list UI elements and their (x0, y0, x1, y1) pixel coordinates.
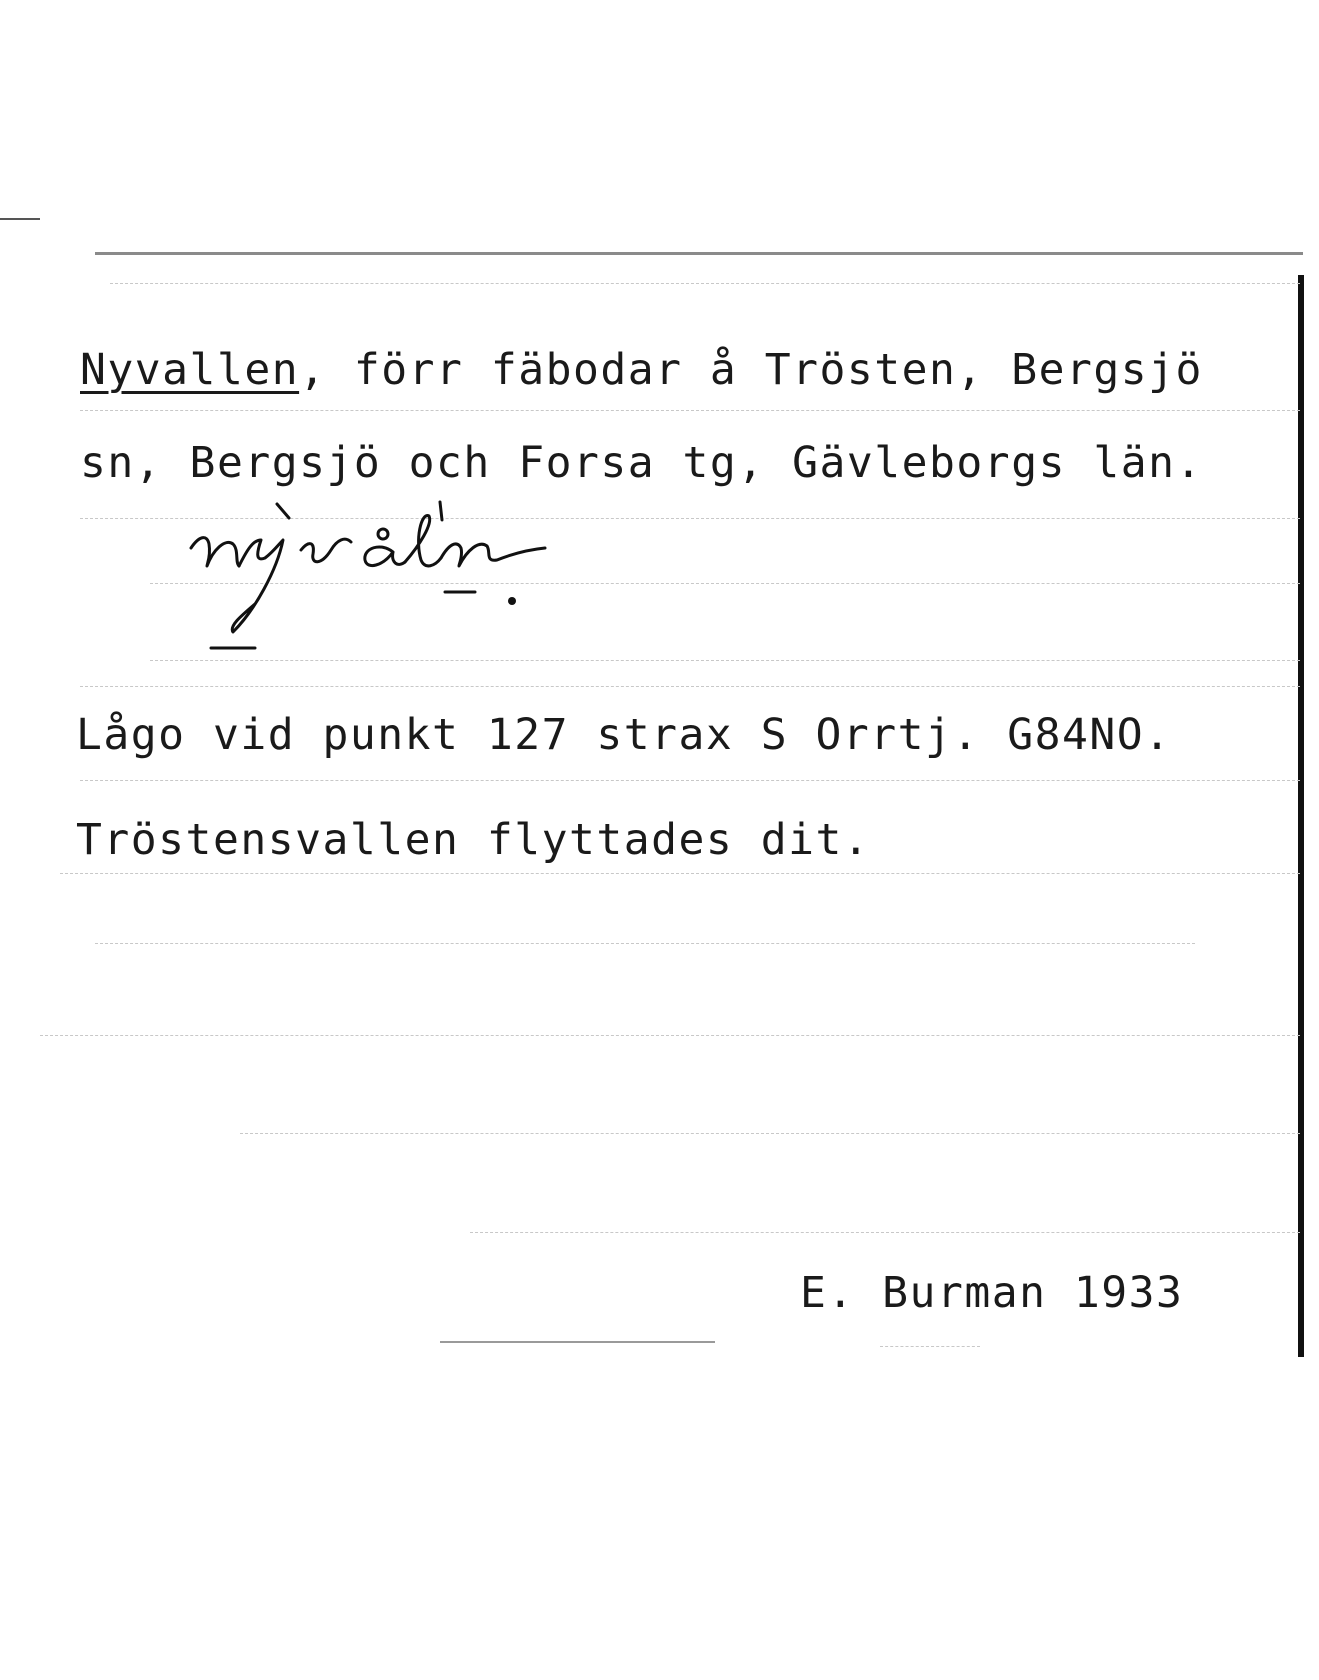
place-name: Nyvallen (80, 345, 300, 395)
entry-line-2: sn, Bergsjö och Forsa tg, Gävleborgs län. (80, 438, 1203, 488)
ruled-line (80, 686, 1300, 687)
ruled-line (60, 873, 1300, 874)
margin-mark (0, 218, 40, 220)
ruled-line (110, 283, 1300, 284)
ruled-line (880, 1346, 980, 1347)
card-right-edge (1298, 275, 1304, 1357)
handwritten-pronunciation (185, 500, 615, 650)
ruled-line (240, 1133, 1300, 1134)
ruled-line (470, 1232, 1300, 1233)
entry-line-1 (80, 345, 1203, 395)
ruled-line (40, 1035, 1300, 1036)
ruled-line (80, 780, 1300, 781)
ruled-line (95, 943, 1195, 944)
ruled-line (440, 1341, 715, 1343)
card-top-edge (95, 252, 1303, 255)
ruled-line (150, 660, 1300, 661)
entry-line-4: Tröstensvallen flyttades dit. (76, 815, 871, 865)
signature: E. Burman 1933 (800, 1268, 1184, 1318)
entry-line-3: Lågo vid punkt 127 strax S Orrtj. G84NO. (76, 710, 1172, 760)
place-description: , förr fäbodar å Trösten, Bergsjö (299, 345, 1203, 395)
ruled-line (80, 410, 1300, 411)
